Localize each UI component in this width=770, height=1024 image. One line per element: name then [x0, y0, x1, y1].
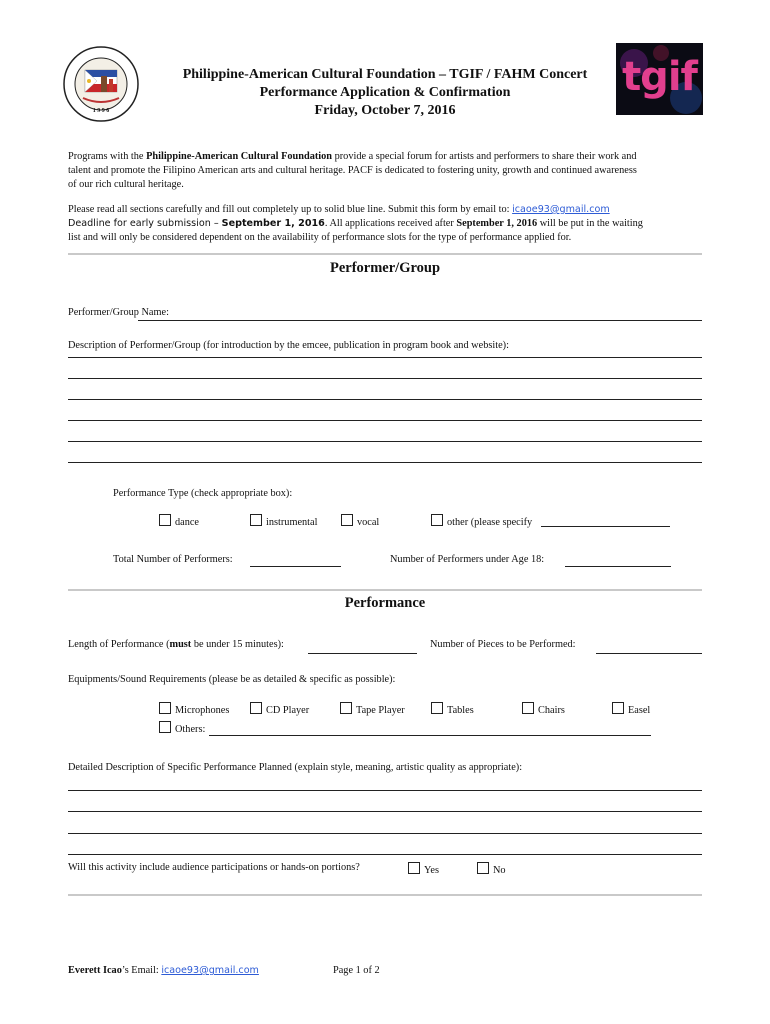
detailed-description-label: Detailed Description of Specific Performance Planned (explain style, meaning, artistic quality as appropriate):: [68, 762, 523, 773]
checkbox[interactable]: [477, 862, 489, 874]
detailed-line-1[interactable]: [68, 790, 702, 791]
total-performers-label: Total Number of Performers:: [113, 554, 233, 565]
length-label: Length of Performance (must be under 15 minutes):: [68, 639, 284, 650]
page-number: Page 1 of 2: [333, 965, 380, 976]
checkbox[interactable]: [159, 721, 171, 733]
audience-question: Will this activity include audience participations or hands-on portions?: [68, 862, 360, 873]
type-option-dance[interactable]: dance: [159, 514, 199, 528]
title-line-1: Philippine-American Cultural Foundation – TGIF / FAHM Concert: [182, 67, 588, 82]
performer-name-label: Performer/Group Name:: [68, 307, 169, 318]
equipment-option-microphones[interactable]: Microphones: [159, 702, 229, 716]
performer-group-heading: Performer/Group: [329, 260, 441, 276]
performer-name-field[interactable]: [138, 320, 702, 321]
description-line-1[interactable]: [68, 357, 702, 358]
length-field[interactable]: [308, 653, 417, 654]
checkbox[interactable]: [159, 702, 171, 714]
deadline-label: Deadline for early submission –: [68, 218, 222, 229]
equipment-option-chairs[interactable]: Chairs: [522, 702, 565, 716]
detailed-line-3[interactable]: [68, 833, 702, 834]
checkbox[interactable]: [612, 702, 624, 714]
description-line-5[interactable]: [68, 441, 702, 442]
pacf-name-bold: Philippine-American Cultural Foundation: [146, 151, 333, 162]
description-line-2[interactable]: [68, 378, 702, 379]
intro-paragraph-1: Programs with the Philippine-American Cultural Foundation provide a special forum for artists and performers to share their work and talent and promote the Filipino American arts and cultural heritage. PACF is dedicated to fostering unity, growth and continued awareness of our rich cultural heritage.: [68, 151, 637, 190]
tgif-logo: [616, 43, 703, 115]
under-18-label: Number of Performers under Age 18:: [390, 554, 545, 565]
title-line-2: Performance Application & Confirmation: [259, 85, 511, 100]
type-option-other[interactable]: other (please specify: [431, 514, 532, 528]
checkbox[interactable]: [522, 702, 534, 714]
type-option-vocal[interactable]: vocal: [341, 514, 379, 528]
checkbox[interactable]: [340, 702, 352, 714]
total-performers-field[interactable]: [250, 566, 341, 567]
section-divider: [68, 894, 702, 896]
equipment-option-tables[interactable]: Tables: [431, 702, 474, 716]
description-line-6[interactable]: [68, 462, 702, 463]
pieces-field[interactable]: [596, 653, 702, 654]
checkbox[interactable]: [159, 514, 171, 526]
performance-heading: Performance: [344, 595, 426, 611]
under-18-field[interactable]: [565, 566, 671, 567]
submission-email-link[interactable]: icaoe93@gmail.com: [512, 204, 610, 215]
pacf-seal-logo: [63, 46, 139, 122]
section-divider: [68, 253, 702, 255]
checkbox[interactable]: [250, 702, 262, 714]
checkbox[interactable]: [431, 514, 443, 526]
intro-paragraph-2: Please read all sections carefully and fill out completely up to solid blue line. Submit this form by email to: icaoe93@gmail.com Deadline for early submission – September 1, 2016. All applications received after September 1, 2016 will be put in the waiting list and will only be considered dependent on the availability of performance slots for the type of performance applied for.: [68, 204, 643, 243]
equipment-option-cd-player[interactable]: CD Player: [250, 702, 309, 716]
description-line-3[interactable]: [68, 399, 702, 400]
checkbox[interactable]: [431, 702, 443, 714]
equipment-option-easel[interactable]: Easel: [612, 702, 650, 716]
checkbox[interactable]: [341, 514, 353, 526]
footer-name: Everett Icao: [68, 965, 122, 976]
performance-type-label: Performance Type (check appropriate box):: [113, 488, 293, 499]
equipment-option-others[interactable]: Others:: [159, 721, 205, 735]
type-option-instrumental[interactable]: instrumental: [250, 514, 317, 528]
equipment-option-tape-player[interactable]: Tape Player: [340, 702, 405, 716]
checkbox[interactable]: [408, 862, 420, 874]
audience-no-option[interactable]: No: [477, 862, 506, 876]
seal-year: 1 9 9 6: [92, 108, 110, 114]
deadline-date: September 1, 2016: [221, 218, 325, 229]
equipment-label: Equipments/Sound Requirements (please be as detailed & specific as possible):: [68, 674, 396, 685]
description-label: Description of Performer/Group (for introduction by the emcee, publication in program book and website):: [68, 340, 509, 351]
title-line-3: Friday, October 7, 2016: [314, 103, 456, 118]
pieces-label: Number of Pieces to be Performed:: [430, 639, 576, 650]
tgif-logo-text: tgif: [622, 54, 697, 100]
detailed-line-4[interactable]: [68, 854, 702, 855]
section-divider: [68, 589, 702, 591]
detailed-line-2[interactable]: [68, 811, 702, 812]
checkbox[interactable]: [250, 514, 262, 526]
others-field[interactable]: [209, 735, 651, 736]
other-specify-field[interactable]: [541, 526, 670, 527]
footer-email-link[interactable]: icaoe93@gmail.com: [161, 965, 259, 976]
description-line-4[interactable]: [68, 420, 702, 421]
audience-yes-option[interactable]: Yes: [408, 862, 439, 876]
footer-contact: Everett Icao’s Email: icaoe93@gmail.com: [68, 965, 259, 976]
